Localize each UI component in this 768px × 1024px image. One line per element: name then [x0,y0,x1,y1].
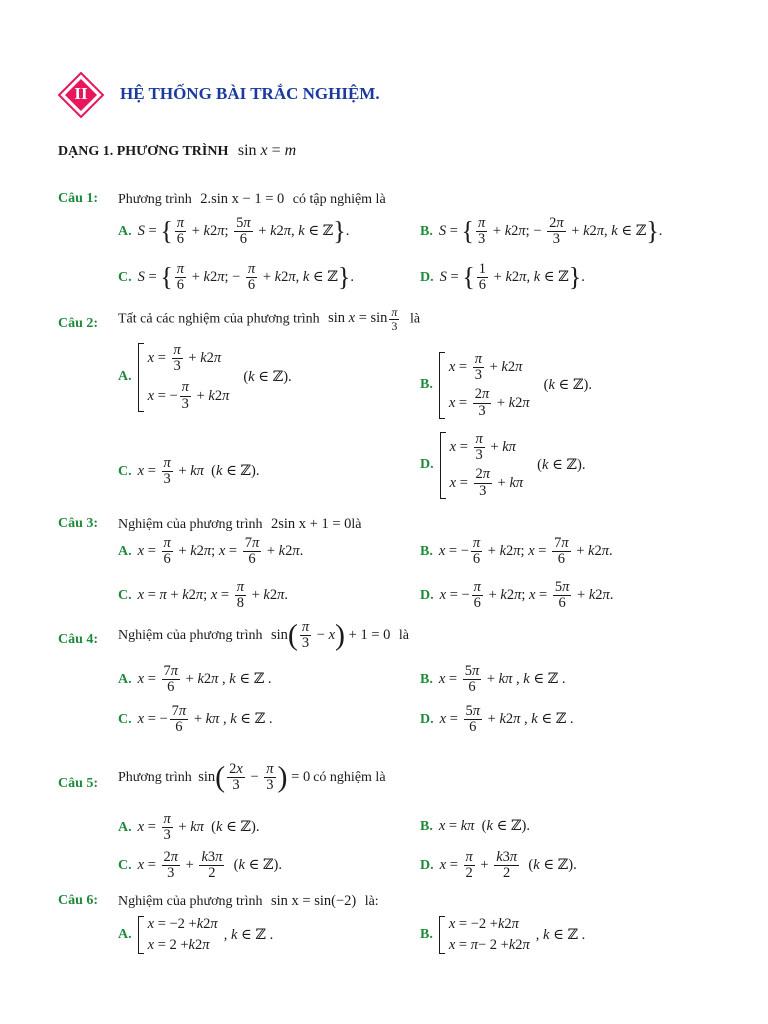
q1-option-d: D. S = { $\frac{1}{6}$ + k2π, k ∈ ℤ}. [420,261,585,294]
section-title: HỆ THỐNG BÀI TRẮC NGHIỆM. [120,84,380,103]
q3-eq: 2sin x + 1 = 0 [270,516,352,532]
q4-post: là [398,628,409,644]
q4-option-b: B. x = $\frac{5\pi}{6}$ + kπ , k ∈ ℤ . [420,663,566,696]
dang-math: sin x = m [237,142,297,159]
q5-option-d: D. x = $\frac{\pi}{2}$ + $\frac{k3\pi}{2}$ (k ∈ ℤ). [420,849,577,882]
q1-stem [118,191,386,208]
q2-stem [118,306,420,332]
q2-option-b: B. x = $\frac{\pi}{3}$ + k 2 π x = $\frac{2\pi}{3}$ + k 2 π (k ∈ ℤ). [420,351,592,419]
q6-post: là: [364,894,379,909]
q6-option-b: B. x = −2 + k 2 π x = π − 2 + k 2 π , k ∈ ℤ . [420,916,586,953]
q5-post: có nghiệm là [313,770,386,786]
q5-option-c: C. x = $\frac{2\pi}{3}$ + $\frac{k3\pi}{2}$ (k ∈ ℤ). [118,849,282,882]
q1-option-c: C. S = { $\frac{\pi}{6}$ + k2π; − $\frac{\pi}{6}$ + k2π, k ∈ ℤ}. [118,261,354,294]
q4-option-d: D. x = $\frac{5\pi}{6}$ + k2π , k ∈ ℤ . [420,703,574,736]
q3-stem [118,516,361,533]
q2-option-c: C. x = $\frac{\pi}{3}$ + kπ (k ∈ ℤ). [118,455,260,488]
q6-stem [118,893,379,910]
q5-option-b: B. x = kπ (k ∈ ℤ). [420,818,530,834]
q4-option-c: C. x = − $\frac{7\pi}{6}$ + kπ , k ∈ ℤ . [118,703,273,736]
q6-pre: Nghiệm của phương trình [118,894,263,909]
q3-option-c: C. x = π + k2π; x = $\frac{\pi}{8}$ + k2π. [118,579,288,612]
q3-post: là [351,517,362,532]
q1-eq: 2.sin x − 1 = 0 [200,191,285,207]
q1-label: Câu 1: [58,191,99,206]
q4-label: Câu 4: [58,632,99,647]
q3-option-b: B. x = − $\frac{\pi}{6}$ + k2π; x = $\frac{7\pi}{6}$ + k2π. [420,535,613,568]
q6-label: Câu 6: [58,893,99,908]
q3-option-a: A. x = $\frac{\pi}{6}$ + k2π; x = $\frac{7\pi}{6}$ + k2π. [118,535,304,568]
dang-heading [58,142,296,160]
q5-label: Câu 5: [58,776,99,791]
q2-pre: Tất cả các nghiệm của phương trình [118,311,320,327]
q2-option-d: D. x = $\frac{\pi}{3}$ + kπ x = $\frac{2\pi}{3}$ + kπ (k ∈ ℤ). [420,431,586,499]
q4-option-a: A. x = $\frac{7\pi}{6}$ + k2π , k ∈ ℤ . [118,663,272,696]
q2-option-a: A. x = $\frac{\pi}{3}$ + k 2 π x = − $\frac{\pi}{3}$ + k 2 π (k ∈ ℤ). [118,342,292,412]
q1-post: có tập nghiệm là [292,192,386,207]
section-badge [58,72,104,118]
q6-eq: sin x = sin(−2) [270,893,357,909]
q1-pre: Phương trình [118,192,192,207]
q2-eq: sin x = sin $\frac{\pi}{3}$ [328,305,398,333]
q1-option-a: A. S = { $\frac{\pi}{6}$ + k2π; $\frac{5\pi}{6}$ + k2π, k ∈ ℤ}. [118,215,350,248]
q2-label: Câu 2: [58,316,99,331]
q4-eq: sin( $\frac{\pi}{3}$ − x) + 1 = 0 [270,618,391,652]
section-number: II [74,84,88,103]
q6-option-a: A. x = −2 + k 2 π x = 2 + k 2 π , k ∈ ℤ . [118,916,274,953]
q3-label: Câu 3: [58,516,99,531]
q4-stem [118,620,409,651]
q5-pre: Phương trình [118,770,192,786]
q5-stem [118,762,386,793]
dang-label: DẠNG 1. PHƯƠNG TRÌNH [58,144,229,159]
q4-pre: Nghiệm của phương trình [118,628,263,644]
q1-option-b: B. S = { $\frac{\pi}{3}$ + k2π; − $\frac{2\pi}{3}$ + k2π, k ∈ ℤ}. [420,215,663,248]
q5-eq: sin( $\frac{2x}{3}$ − $\frac{\pi}{3}$ ) = 0 [198,760,311,794]
q3-option-d: D. x = − $\frac{\pi}{6}$ + k2π; x = $\frac{5\pi}{6}$ + k2π. [420,579,614,612]
q3-pre: Nghiệm của phương trình [118,517,263,532]
q5-option-a: A. x = $\frac{\pi}{3}$ + kπ (k ∈ ℤ). [118,811,260,844]
q2-post: là [409,311,421,327]
